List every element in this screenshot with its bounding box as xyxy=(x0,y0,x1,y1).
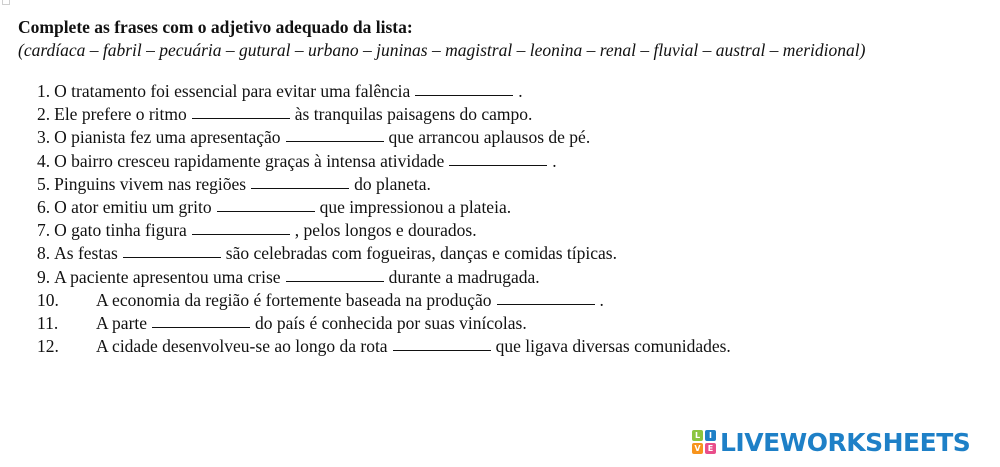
question-text-before: O ator emitiu um grito xyxy=(54,196,212,217)
answer-blank[interactable] xyxy=(393,335,491,351)
question-text-before: O bairro cresceu rapidamente graças à intensa atividade xyxy=(54,150,445,171)
question-text-before: A paciente apresentou uma crise xyxy=(54,266,281,287)
question-number: 10. xyxy=(37,289,59,310)
question-text-before: A cidade desenvolveu-se ao longo da rota xyxy=(96,336,388,357)
question-item xyxy=(37,219,731,242)
answer-blank[interactable] xyxy=(497,289,595,305)
answer-blank[interactable] xyxy=(286,266,384,282)
question-number: 12. xyxy=(37,336,59,357)
question-item xyxy=(37,242,731,265)
question-text-before: O gato tinha figura xyxy=(54,220,187,241)
question-number: 6. xyxy=(37,196,51,217)
worksheet-title: Complete as frases com o adjetivo adequado da lista: xyxy=(18,17,413,37)
question-item xyxy=(37,126,731,149)
question-text-before: Ele prefere o ritmo xyxy=(54,104,187,125)
question-number: 5. xyxy=(37,173,51,194)
question-number: 3. xyxy=(37,127,51,148)
question-text-after: . xyxy=(599,289,604,310)
question-text-after: que impressionou a plateia. xyxy=(319,196,512,217)
answer-blank[interactable] xyxy=(449,150,547,166)
adjective-word-list: (cardíaca – fabril – pecuária – gutural – urbano – juninas – magistral – leonina – renal – fluvial – austral – meridional) xyxy=(18,40,866,60)
question-number: 1. xyxy=(37,81,51,101)
question-item xyxy=(37,173,731,196)
question-text-before: A parte xyxy=(96,312,148,333)
question-text-after: que ligava diversas comunidades. xyxy=(495,336,731,357)
question-number: 2. xyxy=(37,104,51,125)
answer-blank[interactable] xyxy=(123,242,221,258)
logo-text: LIVEWORKSHEETS xyxy=(720,427,971,457)
answer-blank[interactable] xyxy=(192,103,290,119)
question-item xyxy=(37,312,731,335)
question-text-after: do planeta. xyxy=(354,173,431,194)
answer-blank[interactable] xyxy=(286,126,384,142)
logo-icon-tile: I xyxy=(705,430,716,441)
liveworksheets-logo-icon xyxy=(692,430,716,454)
question-text-after: durante a madrugada. xyxy=(388,266,540,287)
question-item xyxy=(37,150,731,173)
question-number: 4. xyxy=(37,150,51,171)
liveworksheets-logo[interactable] xyxy=(692,427,970,457)
question-number: 11. xyxy=(37,312,59,333)
question-number: 8. xyxy=(37,243,51,264)
question-text-before: As festas xyxy=(54,243,118,264)
question-text-after: , pelos longos e dourados. xyxy=(294,220,477,241)
question-item xyxy=(37,289,731,312)
question-text-after: são celebradas com fogueiras, danças e comidas típicas. xyxy=(225,243,617,264)
answer-blank[interactable] xyxy=(415,80,513,96)
question-text-after: do país é conhecida por suas vinícolas. xyxy=(255,312,527,333)
question-item xyxy=(37,335,731,358)
question-text-before: O pianista fez uma apresentação xyxy=(54,127,281,148)
question-text-after: . xyxy=(552,150,557,171)
corner-mark xyxy=(2,0,10,5)
answer-blank[interactable] xyxy=(152,312,250,328)
question-number: 9. xyxy=(37,266,51,287)
logo-icon-tile: V xyxy=(692,443,703,454)
answer-blank[interactable] xyxy=(217,196,315,212)
question-text-after: . xyxy=(518,81,523,101)
question-item xyxy=(37,80,731,103)
question-text-before: A economia da região é fortemente baseada na produção xyxy=(96,289,492,310)
question-item xyxy=(37,196,731,219)
question-item xyxy=(37,266,731,289)
logo-icon-tile: L xyxy=(692,430,703,441)
question-text-before: Pinguins vivem nas regiões xyxy=(54,173,247,194)
question-item xyxy=(37,103,731,126)
answer-blank[interactable] xyxy=(192,219,290,235)
question-list xyxy=(37,80,731,358)
answer-blank[interactable] xyxy=(251,173,349,189)
question-text-after: às tranquilas paisagens do campo. xyxy=(294,104,533,125)
question-number: 7. xyxy=(37,220,51,241)
logo-icon-tile: E xyxy=(705,443,716,454)
question-text-before: O tratamento foi essencial para evitar uma falência xyxy=(54,81,411,101)
question-text-after: que arrancou aplausos de pé. xyxy=(388,127,591,148)
